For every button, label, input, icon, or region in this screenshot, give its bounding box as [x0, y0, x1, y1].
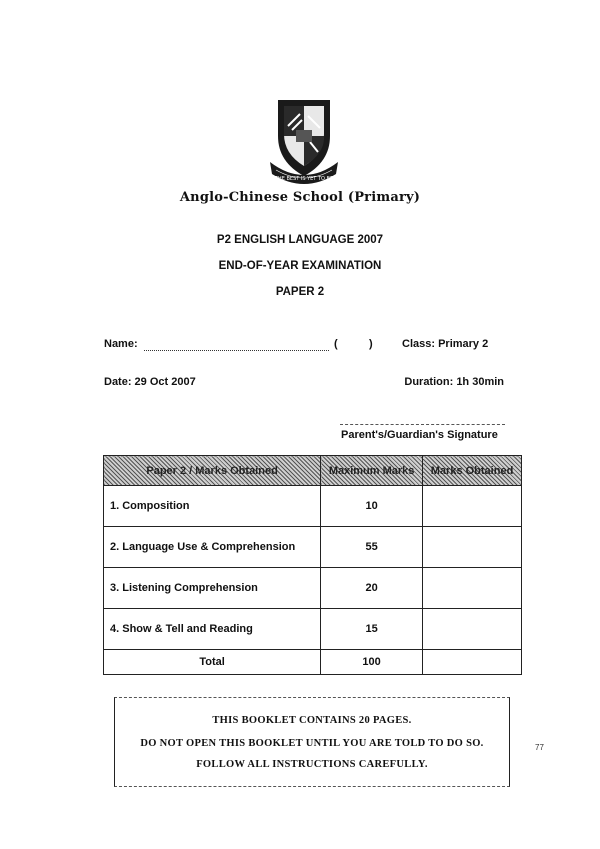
signature-label: Parent's/Guardian's Signature: [341, 429, 498, 441]
subject-title: P2 ENGLISH LANGUAGE 2007: [216, 234, 384, 246]
total-row: [104, 650, 522, 675]
instructions-box: [114, 697, 510, 787]
header-component: Paper 2 / Marks Obtained: [104, 456, 321, 486]
margin-mark: 77: [535, 743, 544, 752]
table-row: [104, 527, 522, 568]
instruction-follow: FOLLOW ALL INSTRUCTIONS CAREFULLY.: [196, 759, 428, 770]
school-crest-icon: [266, 96, 342, 188]
header-maximum: Maximum Marks: [321, 456, 423, 486]
obtained-cell[interactable]: [423, 609, 522, 650]
obtained-cell[interactable]: [423, 568, 522, 609]
duration-label: Duration: 1h 30min: [404, 376, 504, 388]
name-field[interactable]: [144, 350, 329, 351]
signature-field[interactable]: [340, 424, 505, 425]
max-marks-cell: 10: [321, 486, 423, 527]
crest-motto: THE BEST IS YET TO BE: [274, 176, 334, 182]
total-max-cell: 100: [321, 650, 423, 675]
header-obtained: Marks Obtained: [423, 456, 522, 486]
school-name: Anglo-Chinese School (Primary): [179, 190, 421, 205]
index-paren-close: ): [369, 338, 373, 350]
paper-title: PAPER 2: [275, 286, 325, 298]
date-label: Date: 29 Oct 2007: [104, 376, 196, 388]
component-cell: 2. Language Use & Comprehension: [104, 527, 321, 568]
table-row: [104, 568, 522, 609]
component-cell: 3. Listening Comprehension: [104, 568, 321, 609]
instruction-pages: THIS BOOKLET CONTAINS 20 PAGES.: [212, 715, 412, 726]
max-marks-cell: 55: [321, 527, 423, 568]
max-marks-cell: 15: [321, 609, 423, 650]
total-label: Total: [104, 650, 321, 675]
exam-title: END-OF-YEAR EXAMINATION: [218, 260, 382, 272]
marks-table: [103, 455, 522, 675]
name-label: Name:: [104, 338, 138, 350]
component-cell: 1. Composition: [104, 486, 321, 527]
class-label: Class: Primary 2: [402, 338, 489, 350]
obtained-cell[interactable]: [423, 486, 522, 527]
total-obtained-cell[interactable]: [423, 650, 522, 675]
index-paren-open: (: [334, 338, 338, 350]
component-cell: 4. Show & Tell and Reading: [104, 609, 321, 650]
instruction-do-not-open: DO NOT OPEN THIS BOOKLET UNTIL YOU ARE TOLD TO DO SO.: [140, 738, 484, 749]
table-row: [104, 486, 522, 527]
marks-table-header: [104, 456, 522, 486]
table-row: [104, 609, 522, 650]
max-marks-cell: 20: [321, 568, 423, 609]
obtained-cell[interactable]: [423, 527, 522, 568]
